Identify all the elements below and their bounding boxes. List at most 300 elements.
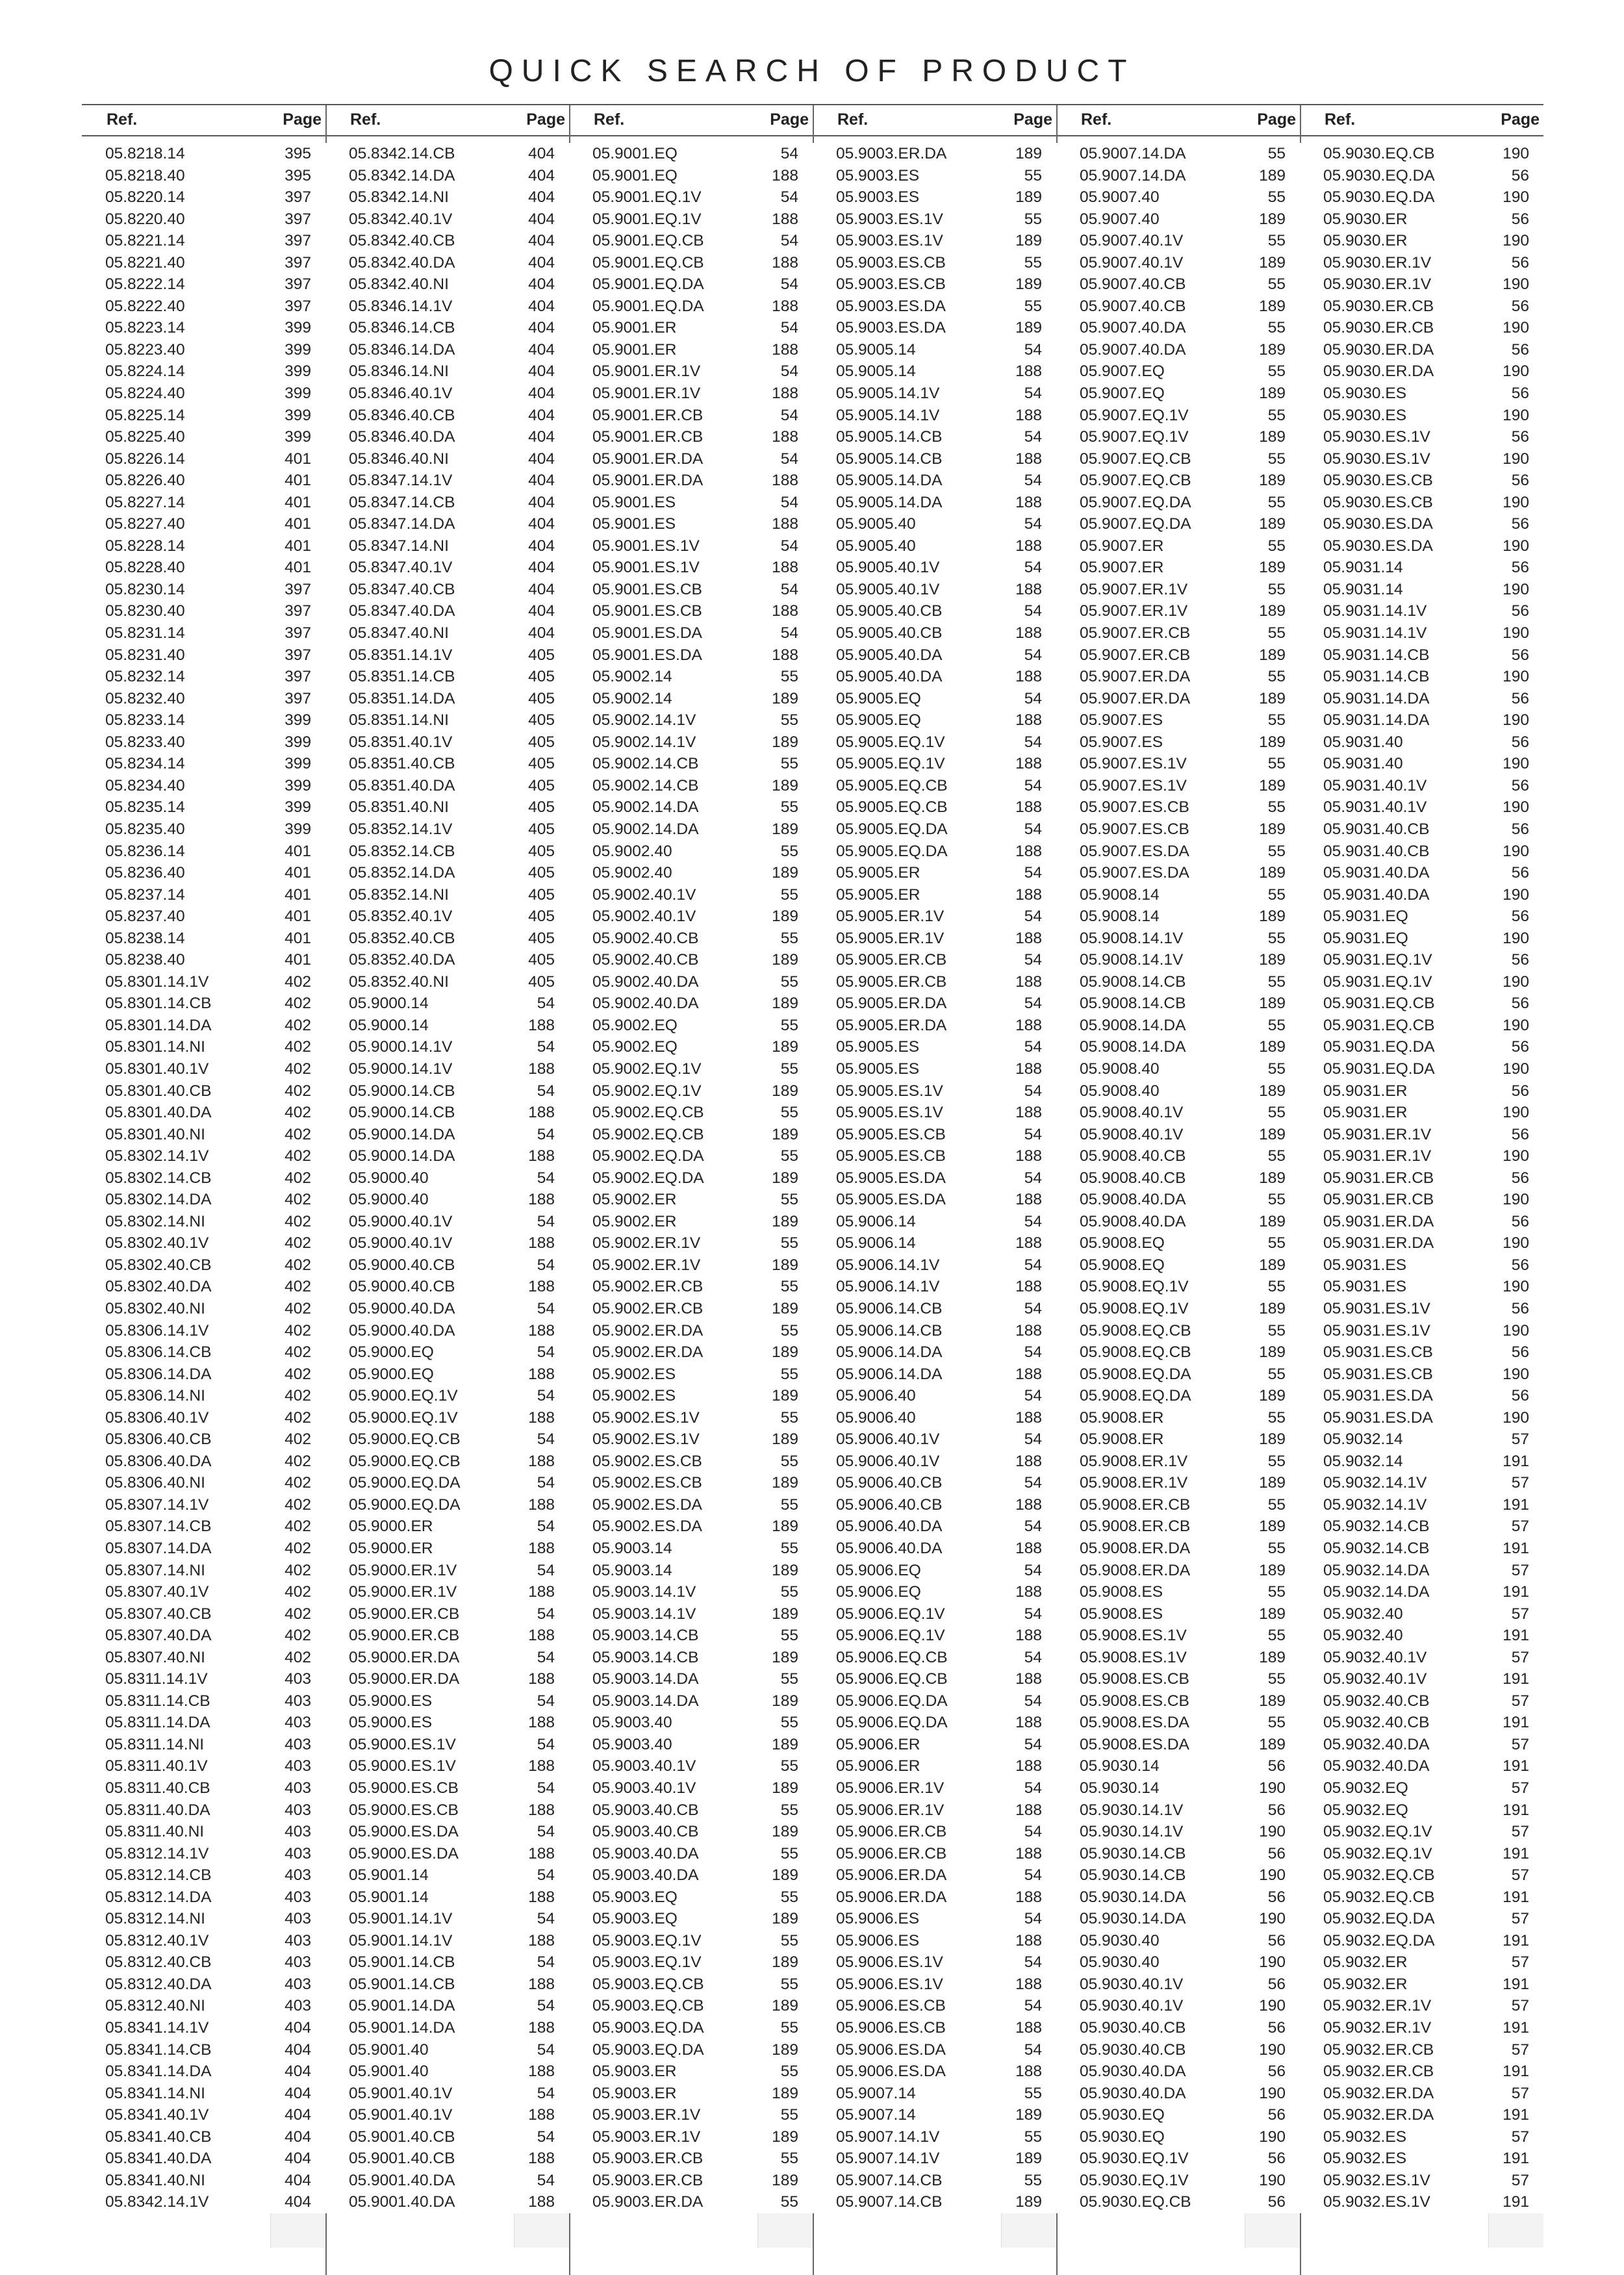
product-ref: 05.9001.40.DA [349,2171,455,2189]
table-row [813,949,1056,971]
table-row [325,2083,569,2105]
product-ref: 05.8228.14 [105,537,185,555]
product-ref: 05.9003.40.DA [592,1844,699,1862]
product-ref: 05.9030.40.CB [1080,2019,1186,2037]
product-ref: 05.8346.14.NI [349,362,449,381]
product-ref: 05.9005.40.CB [836,624,943,642]
product-ref: 05.9002.14 [592,689,672,707]
page-number: 191 [1503,1452,1529,1470]
page-number: 189 [1259,1256,1286,1274]
product-ref: 05.9002.EQ.DA [592,1169,704,1187]
page-number: 55 [780,798,798,817]
table-row [1056,753,1300,775]
product-ref: 05.8342.14.CB [349,145,455,162]
page-number: 57 [1511,1910,1529,1928]
product-ref: 05.9008.40.CB [1080,1169,1186,1187]
page-number: 399 [285,385,311,403]
table-row [82,1341,325,1364]
product-ref: 05.8238.14 [105,929,185,947]
table-row [325,928,569,950]
product-ref: 05.9032.ES.1V [1323,2171,1430,2189]
page-number: 189 [772,1953,798,1972]
page-number: 189 [1259,1387,1286,1405]
product-ref: 05.9001.ES [592,493,676,511]
product-ref: 05.9008.14.CB [1080,995,1186,1013]
product-ref: 05.9003.ER [592,2084,677,2102]
product-ref: 05.8342.14.NI [349,188,449,207]
product-ref: 05.9000.ER [349,1540,433,1557]
page-number: 399 [285,319,311,337]
page-number: 189 [1259,1735,1286,1753]
product-ref: 05.8227.14 [105,493,185,511]
product-ref: 05.9008.EQ.CB [1080,1321,1191,1340]
product-ref: 05.9007.ES.DA [1080,842,1189,860]
table-row [813,1232,1056,1254]
page-number: 188 [1015,1540,1042,1557]
table-row [569,1080,813,1102]
page-number: 57 [1511,2084,1529,2102]
table-row [569,709,813,731]
table-row [569,971,813,993]
product-ref: 05.9032.40.CB [1323,1714,1430,1732]
product-ref: 05.9003.EQ.1V [592,1953,702,1972]
page-number: 188 [528,1060,555,1078]
table-row [569,1058,813,1080]
product-ref: 05.8311.14.NI [105,1735,205,1753]
page-number: 189 [772,1343,798,1362]
product-ref: 05.9031.ER.1V [1323,1147,1432,1165]
product-ref: 05.9030.ES.1V [1323,450,1430,468]
product-ref: 05.9031.ES.1V [1323,1321,1430,1340]
product-ref: 05.9030.14.DA [1080,1888,1186,1906]
page-number: 188 [1015,493,1042,511]
page-number: 55 [1267,275,1286,294]
page-number: 188 [528,1757,555,1775]
table-row [1300,1538,1543,1560]
table-row [82,753,325,775]
table-row [1056,862,1300,884]
table-row [82,1538,325,1560]
page-number: 55 [1024,2084,1042,2102]
product-ref: 05.8301.14.NI [105,1038,205,1056]
page-number: 404 [528,602,555,620]
product-ref: 05.8346.40.NI [349,450,449,468]
page-number: 401 [285,472,311,490]
product-ref: 05.9003.ES.CB [836,275,946,294]
page-number: 56 [1511,385,1529,403]
page-number: 405 [528,842,555,860]
page-number: 405 [528,864,555,882]
table-row [1300,1734,1543,1756]
table-row [82,906,325,928]
page-number: 54 [780,362,798,381]
page-number: 55 [780,1583,798,1601]
table-row [813,1864,1056,1887]
table-row [1300,2148,1543,2170]
table-row [325,971,569,993]
table-row [813,361,1056,383]
page-number: 190 [1259,1910,1286,1928]
product-ref: 05.9000.14.1V [349,1060,453,1078]
table-row [1056,1690,1300,1712]
table-row [325,1995,569,2017]
page-number: 189 [772,776,798,794]
page-number: 402 [285,1343,311,1362]
product-ref: 05.9006.40 [836,1408,916,1427]
table-row [813,1908,1056,1930]
table-row [1056,949,1300,971]
table-row [1300,1167,1543,1189]
page-number: 54 [537,2128,555,2146]
page-number: 401 [285,559,311,577]
table-row [569,688,813,710]
page-number: 56 [1267,2106,1286,2124]
page-number: 56 [1511,1125,1529,1143]
product-ref: 05.8311.40.NI [105,1823,205,1841]
table-row [325,906,569,928]
product-ref: 05.8224.14 [105,362,185,381]
product-ref: 05.9031.14.CB [1323,646,1430,664]
page-number: 54 [780,319,798,337]
product-ref: 05.8301.40.1V [105,1060,209,1078]
table-row [1300,1364,1543,1386]
table-row [813,2083,1056,2105]
product-ref: 05.8232.40 [105,689,185,707]
product-ref: 05.9008.EQ [1080,1234,1165,1252]
page-number: 402 [285,1387,311,1405]
page-number: 404 [528,253,555,272]
page-number: 54 [780,188,798,207]
product-ref: 05.8352.40.NI [349,972,449,991]
product-ref: 05.9031.40.CB [1323,842,1430,860]
product-ref: 05.8302.40.DA [105,1278,212,1296]
product-ref: 05.9032.40.1V [1323,1648,1427,1666]
page-number: 55 [780,1975,798,1993]
page-number: 54 [1024,1692,1042,1710]
page-number: 401 [285,929,311,947]
table-row [1300,1276,1543,1298]
page-number: 403 [285,1975,311,1993]
page-number: 397 [285,232,311,250]
table-row [1056,252,1300,274]
product-ref: 05.9005.40 [836,515,916,533]
page-number: 54 [1024,559,1042,577]
product-ref: 05.9032.14.DA [1323,1583,1430,1601]
product-ref: 05.9005.ES.DA [836,1191,946,1209]
page-number: 188 [528,1234,555,1252]
table-row [813,862,1056,884]
table-row [813,622,1056,644]
product-ref: 05.9000.14 [349,995,429,1013]
product-ref: 05.9003.ER.1V [592,2106,701,2124]
page-number: 55 [780,1365,798,1383]
table-row [325,993,569,1015]
page-number: 54 [1024,1910,1042,1928]
page-number: 189 [1015,145,1042,162]
product-ref: 05.9030.ES [1323,385,1407,403]
product-ref: 05.9001.14 [349,1866,429,1885]
table-row [1300,1908,1543,1930]
product-ref: 05.9002.40.DA [592,972,699,991]
page-number: 56 [1511,1082,1529,1100]
table-row [82,557,325,579]
page-number: 189 [772,1997,798,2015]
product-ref: 05.9001.40 [349,2063,429,2081]
table-row [569,2061,813,2083]
product-ref: 05.8302.40.1V [105,1234,209,1252]
table-row [1300,600,1543,622]
table-row [325,252,569,274]
page-number: 55 [780,1408,798,1427]
table-row [325,666,569,688]
product-ref: 05.8341.14.NI [105,2084,205,2102]
product-ref: 05.8306.40.NI [105,1474,205,1492]
page-number: 189 [772,1692,798,1710]
table-row [569,753,813,775]
product-ref: 05.9000.40 [349,1169,429,1187]
table-row [82,1560,325,1582]
page-number: 189 [772,820,798,838]
header-ref-label: Ref. [107,110,138,129]
table-row [569,1145,813,1167]
table-row [813,1712,1056,1734]
page-number: 189 [1259,602,1286,620]
table-row [325,361,569,383]
product-ref: 05.8225.40 [105,428,185,446]
product-ref: 05.9001.ES.CB [592,602,702,620]
product-ref: 05.9006.40.DA [836,1540,943,1557]
page-number: 404 [285,2128,311,2146]
product-ref: 05.9002.ER.DA [592,1321,704,1340]
table-row [1056,1995,1300,2017]
table-row [82,579,325,601]
product-ref: 05.8342.14.DA [349,166,455,184]
table-row [325,949,569,971]
product-ref: 05.9031.40.DA [1323,885,1430,904]
table-row [1056,884,1300,906]
page-number: 190 [1503,1234,1529,1252]
page-number: 54 [537,1648,555,1666]
page-number: 189 [1259,559,1286,577]
product-ref: 05.8236.14 [105,842,185,860]
table-row [569,644,813,667]
page-number: 403 [285,1714,311,1732]
page-number: 56 [1511,908,1529,926]
page-number: 55 [780,1844,798,1862]
page-number: 404 [528,232,555,250]
table-row [1300,1777,1543,1799]
page-number: 189 [1259,515,1286,533]
table-row [1056,993,1300,1015]
table-row [813,1407,1056,1429]
product-ref: 05.8346.40.1V [349,385,453,403]
product-ref: 05.9007.ES [1080,711,1163,730]
table-row [82,1668,325,1690]
table-row [1300,2170,1543,2192]
product-ref: 05.9003.14.1V [592,1583,696,1601]
page-number: 54 [537,2084,555,2102]
table-row [82,993,325,1015]
table-row [1300,1015,1543,1037]
product-ref: 05.9008.EQ.DA [1080,1365,1191,1383]
table-row [813,1472,1056,1494]
product-ref: 05.9005.EQ [836,711,921,730]
page-number: 188 [528,2150,555,2168]
product-ref: 05.9003.40.DA [592,1866,699,1885]
table-row [1300,1320,1543,1342]
product-ref: 05.9007.EQ [1080,362,1165,381]
table-row [325,753,569,775]
product-ref: 05.9002.14.DA [592,798,699,817]
table-row [569,1864,813,1887]
product-ref: 05.8352.14.NI [349,885,449,904]
table-row [325,1821,569,1843]
page-title: QUICK SEARCH OF PRODUCT [488,54,1136,88]
product-ref: 05.9030.ES.CB [1323,493,1433,511]
product-ref: 05.9003.ER.DA [836,145,947,162]
product-ref: 05.9006.14 [836,1212,916,1230]
table-row [82,317,325,339]
page-number: 401 [285,951,311,969]
product-ref: 05.9006.ES.DA [836,2040,946,2059]
table-row [1056,492,1300,514]
header-ref-label: Ref. [837,110,869,129]
table-row [82,2039,325,2061]
table-row [813,1494,1056,1516]
page-number: 57 [1511,2040,1529,2059]
table-row [1300,928,1543,950]
product-ref: 05.9031.40.1V [1323,776,1427,794]
product-ref: 05.9001.40.CB [349,2150,455,2168]
table-row [569,535,813,557]
page-number: 55 [780,842,798,860]
product-ref: 05.9003.ES.1V [836,210,943,228]
table-row [325,535,569,557]
product-ref: 05.9001.EQ.1V [592,210,702,228]
product-ref: 05.9007.ES.1V [1080,776,1187,794]
product-ref: 05.9003.ER [592,2063,677,2081]
table-row [813,1429,1056,1451]
page-number: 188 [528,1844,555,1862]
page-number: 56 [1267,1757,1286,1775]
page-number: 55 [780,1627,798,1645]
product-ref: 05.8302.14.NI [105,1212,205,1230]
product-ref: 05.9005.ER.DA [836,1016,947,1034]
page-number: 188 [528,1147,555,1165]
product-ref: 05.9008.ER.DA [1080,1540,1191,1557]
product-ref: 05.9006.ER.CB [836,1844,947,1862]
page-number: 56 [1511,1256,1529,1274]
table-row [82,448,325,470]
table-row [813,557,1056,579]
page-number: 190 [1503,842,1529,860]
product-ref: 05.9000.EQ.DA [349,1495,461,1514]
table-row [569,383,813,405]
table-row [569,2017,813,2039]
page-number: 405 [528,711,555,730]
page-number: 191 [1503,1844,1529,1862]
page-number: 404 [528,624,555,642]
product-index-table [82,104,1543,2275]
table-row [325,2170,569,2192]
table-row [1056,1232,1300,1254]
page-number: 54 [1024,385,1042,403]
product-ref: 05.9008.14 [1080,885,1160,904]
table-row [1056,1799,1300,1822]
table-row [569,1320,813,1342]
page-number: 54 [780,493,798,511]
page-number: 188 [528,1714,555,1732]
page-number: 54 [1024,1343,1042,1362]
product-ref: 05.9007.40.CB [1080,297,1186,315]
table-row [1056,1538,1300,1560]
page-number: 191 [1503,2019,1529,2037]
page-number: 188 [1015,1627,1042,1645]
page-number: 188 [528,2063,555,2081]
page-number: 55 [1267,1408,1286,1427]
table-row [1056,1451,1300,1473]
table-row [1300,1429,1543,1451]
product-ref: 05.9031.EQ.DA [1323,1038,1435,1056]
table-row [569,775,813,797]
table-row [82,796,325,819]
product-ref: 05.8231.40 [105,646,185,664]
page-number: 397 [285,646,311,664]
table-row [325,1036,569,1058]
table-row [82,209,325,231]
table-row [569,1494,813,1516]
table-row [82,1974,325,1996]
page-number: 399 [285,406,311,424]
product-ref: 05.9032.40 [1323,1605,1403,1623]
table-row [813,1451,1056,1473]
table-row [325,644,569,667]
table-row [1056,209,1300,231]
product-ref: 05.9006.ES.CB [836,2019,946,2037]
table-row [325,1755,569,1777]
product-ref: 05.9007.ES.CB [1080,798,1189,817]
table-row [1300,884,1543,906]
product-ref: 05.9001.40.1V [349,2084,453,2102]
page-number: 55 [780,1801,798,1819]
page-number: 190 [1503,232,1529,250]
index-column-2 [325,105,569,2275]
product-ref: 05.9005.ES.1V [836,1082,943,1100]
page-number: 189 [772,1605,798,1623]
page-number: 404 [528,450,555,468]
table-row [82,819,325,841]
product-ref: 05.9001.ER.1V [592,362,701,381]
product-ref: 05.8222.14 [105,275,185,294]
table-row [325,1843,569,1865]
page-number: 403 [285,1997,311,2015]
page-number: 54 [1024,472,1042,490]
product-ref: 05.9001.14.DA [349,1997,455,2015]
page-number: 188 [1015,1714,1042,1732]
index-rows [569,143,813,2213]
product-ref: 05.9030.14 [1080,1757,1160,1775]
table-row [813,209,1056,231]
page-number: 188 [1015,624,1042,642]
page-number: 190 [1503,755,1529,773]
product-ref: 05.9007.EQ.1V [1080,406,1189,424]
product-ref: 05.9002.14.CB [592,776,699,794]
page-number: 55 [1267,1104,1286,1122]
page-number: 189 [1015,275,1042,294]
page-number: 55 [780,2193,798,2211]
page-number: 54 [780,450,798,468]
page-number: 402 [285,1561,311,1579]
